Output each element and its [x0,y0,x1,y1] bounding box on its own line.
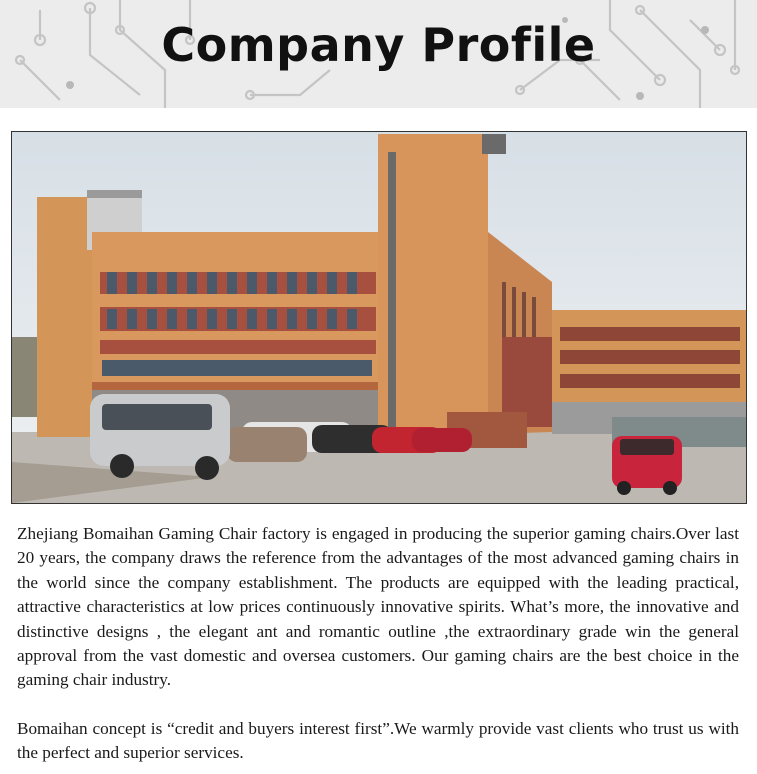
description-paragraph-1: Zhejiang Bomaihan Gaming Chair factory is engaged in producing the superior gaming chairs.Over last 20 years, the company draws the reference from the advantages of the most advanced gaming chairs in the world since the company establishment. The products are equipped with the leading practical, attractive characteristics at low prices continuously innovative spirits. What’s more, the innovative and distinctive designs , the elegant ant and romantic outline ,the extraordinary grade win the general approval from the vast domestic and oversea customers. Our gaming chairs are the best choice in the gaming chair industry. [17,524,739,690]
factory-building-photo [11,131,747,504]
page-title: Company Profile [161,18,596,72]
factory-illustration [12,132,746,503]
company-description [17,522,739,766]
header-banner [0,0,757,108]
red-car [612,436,682,495]
description-paragraph-2: Bomaihan concept is “credit and buyers interest first”.We warmly provide vast clients who trust us with the perfect and superior services. [17,718,739,763]
